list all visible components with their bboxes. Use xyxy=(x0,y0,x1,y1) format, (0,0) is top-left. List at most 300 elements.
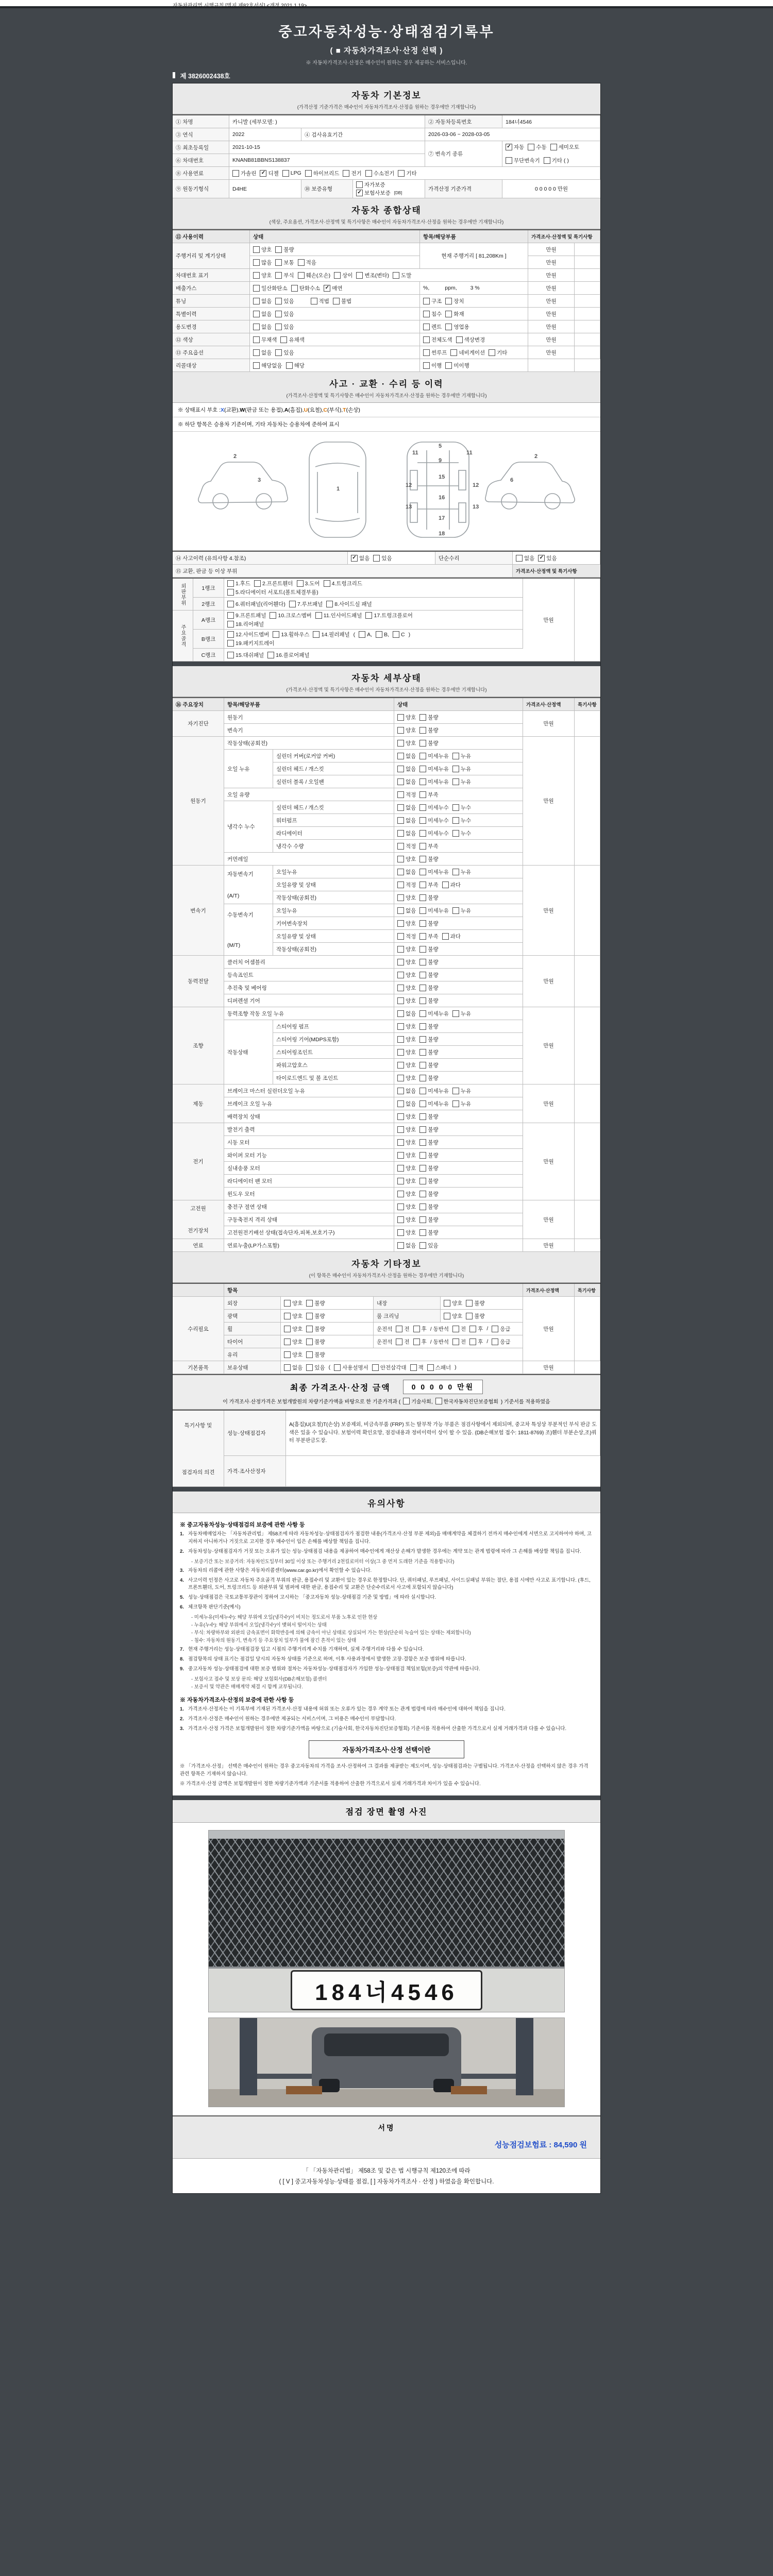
checkbox-box-icon[interactable] xyxy=(397,946,404,953)
checkbox-10.크로스멤버[interactable] xyxy=(270,612,311,619)
checkbox-box-icon[interactable] xyxy=(423,336,430,343)
checkbox-미세누유[interactable] xyxy=(419,765,449,773)
checkbox-불량[interactable] xyxy=(419,1023,438,1030)
checkbox-불량[interactable] xyxy=(419,971,438,979)
checkbox-불량[interactable] xyxy=(419,1229,438,1236)
checkbox-상이[interactable] xyxy=(334,272,352,279)
checkbox-box-icon[interactable] xyxy=(306,1326,313,1332)
checkbox-양호[interactable] xyxy=(397,894,416,902)
checkbox-유채색[interactable] xyxy=(280,336,304,344)
checkbox-box-icon[interactable] xyxy=(445,311,452,317)
checkbox-15.대쉬패널[interactable] xyxy=(227,651,264,659)
checkbox-해당[interactable] xyxy=(286,362,305,369)
checkbox-누유[interactable] xyxy=(452,778,471,786)
checkbox-누수[interactable] xyxy=(452,804,471,811)
checkbox-box-icon[interactable] xyxy=(393,631,399,638)
checkbox-box-icon[interactable] xyxy=(397,907,404,914)
checkbox-불량[interactable] xyxy=(466,1312,484,1320)
checkbox-없음[interactable] xyxy=(397,907,416,914)
checkbox-box-icon[interactable] xyxy=(227,621,234,628)
checkbox-양호[interactable] xyxy=(397,971,416,979)
checkbox-box-icon[interactable] xyxy=(452,1010,459,1017)
checkbox-box-icon[interactable] xyxy=(419,933,426,940)
checkbox-썬루프[interactable] xyxy=(423,349,447,357)
checkbox-양호[interactable] xyxy=(397,1203,416,1211)
checkbox-보통[interactable] xyxy=(275,259,294,266)
checkbox-양호[interactable] xyxy=(397,920,416,927)
checkbox-12.사이드멤버[interactable] xyxy=(227,631,269,638)
checkbox-하이브리드[interactable] xyxy=(305,170,340,177)
checkbox-양호[interactable] xyxy=(397,726,416,734)
checkbox-자가보증[interactable] xyxy=(356,181,385,189)
checkbox-없음[interactable] xyxy=(397,804,416,811)
checkbox-box-icon[interactable] xyxy=(419,1062,426,1069)
checkbox-불량[interactable] xyxy=(419,1036,438,1043)
checkbox-자동[interactable] xyxy=(506,143,524,151)
checkbox-box-icon[interactable] xyxy=(452,766,459,772)
checkbox-4.트렁크리드[interactable] xyxy=(324,580,362,587)
checkbox-box-icon[interactable] xyxy=(419,959,426,965)
checkbox-box-icon[interactable] xyxy=(253,349,260,356)
checkbox-box-icon[interactable] xyxy=(227,601,234,607)
checkbox-전[interactable] xyxy=(396,1325,409,1333)
checkbox-매연[interactable] xyxy=(324,284,342,292)
checkbox-LPG[interactable] xyxy=(282,170,301,177)
checkbox-box-icon[interactable] xyxy=(544,157,550,164)
checkbox-box-icon[interactable] xyxy=(452,778,459,785)
checkbox-box-icon[interactable] xyxy=(334,1364,341,1371)
checkbox-양호[interactable] xyxy=(397,1074,416,1082)
checkbox-적정[interactable] xyxy=(397,791,416,799)
checkbox-box-icon[interactable] xyxy=(419,882,426,888)
checkbox-box-icon[interactable] xyxy=(419,1191,426,1197)
checkbox-box-icon[interactable] xyxy=(397,1165,404,1172)
checkbox-화재[interactable] xyxy=(445,310,464,318)
checkbox-불량[interactable] xyxy=(419,1177,438,1185)
checkbox-불량[interactable] xyxy=(306,1299,325,1307)
checkbox-없음[interactable] xyxy=(253,310,272,318)
checkbox-box-icon[interactable] xyxy=(413,1338,420,1345)
checkbox-없음[interactable] xyxy=(253,323,272,331)
checkbox-box-icon[interactable] xyxy=(397,985,404,991)
checkbox-box-icon[interactable] xyxy=(275,272,282,279)
checkbox-11.인사이드패널[interactable] xyxy=(315,612,362,619)
checkbox-box-icon[interactable] xyxy=(445,298,452,304)
checkbox-box-icon[interactable] xyxy=(419,1216,426,1223)
checkbox-양호[interactable] xyxy=(397,945,416,953)
checkbox-box-icon[interactable] xyxy=(275,324,282,330)
checkbox-box-icon[interactable] xyxy=(397,1229,404,1236)
checkbox-box-icon[interactable] xyxy=(393,272,399,279)
checkbox-box-icon[interactable] xyxy=(397,1191,404,1197)
checkbox-미세누유[interactable] xyxy=(419,868,449,876)
checkbox-box-icon[interactable] xyxy=(376,631,382,638)
checkbox-box-icon[interactable] xyxy=(419,920,426,927)
checkbox-양호[interactable] xyxy=(284,1325,303,1333)
checkbox-box-icon[interactable] xyxy=(397,766,404,772)
checkbox-box-icon[interactable] xyxy=(306,1338,313,1345)
checkbox-box-icon[interactable] xyxy=(419,1152,426,1159)
checkbox-있음[interactable] xyxy=(419,1242,438,1249)
checkbox-box-icon[interactable]: ✓ xyxy=(506,144,512,150)
checkbox-이행[interactable] xyxy=(423,362,442,369)
checkbox-box-icon[interactable] xyxy=(442,882,449,888)
checkbox-box-icon[interactable] xyxy=(452,1338,459,1345)
checkbox-없음[interactable] xyxy=(397,1010,416,1018)
checkbox-17.트렁크플로어[interactable] xyxy=(365,612,412,619)
checkbox-무채색[interactable] xyxy=(253,336,277,344)
checkbox-box-icon[interactable] xyxy=(397,1216,404,1223)
checkbox-box-icon[interactable] xyxy=(298,272,305,279)
checkbox-양호[interactable] xyxy=(397,1061,416,1069)
checkbox-box-icon[interactable] xyxy=(397,882,404,888)
checkbox-양호[interactable] xyxy=(397,1151,416,1159)
checkbox-많음[interactable] xyxy=(253,259,272,266)
checkbox-있음[interactable] xyxy=(538,554,557,562)
checkbox-box-icon[interactable] xyxy=(306,1351,313,1358)
checkbox-box-icon[interactable] xyxy=(419,1242,426,1249)
checkbox-있음[interactable] xyxy=(275,297,294,305)
checkbox-양호[interactable] xyxy=(397,1113,416,1121)
checkbox-box-icon[interactable] xyxy=(469,1326,476,1332)
checkbox-box-icon[interactable] xyxy=(284,1364,291,1371)
checkbox-일산화탄소[interactable] xyxy=(253,284,288,292)
checkbox-없음[interactable] xyxy=(397,1100,416,1108)
checkbox-미세누유[interactable] xyxy=(419,1010,449,1018)
checkbox-box-icon[interactable] xyxy=(413,1326,420,1332)
checkbox-양호[interactable] xyxy=(253,246,272,253)
checkbox-디젤[interactable] xyxy=(260,170,278,177)
checkbox-불량[interactable] xyxy=(419,855,438,863)
checkbox-box-icon[interactable] xyxy=(452,869,459,875)
checkbox-box-icon[interactable] xyxy=(419,1229,426,1236)
checkbox-box-icon[interactable] xyxy=(291,285,298,292)
checkbox-box-icon[interactable] xyxy=(423,311,430,317)
checkbox-해당없음[interactable] xyxy=(253,362,282,369)
checkbox-box-icon[interactable] xyxy=(419,972,426,978)
checkbox-box-icon[interactable] xyxy=(397,856,404,862)
checkbox-box-icon[interactable] xyxy=(397,804,404,811)
checkbox-box-icon[interactable] xyxy=(397,869,404,875)
checkbox-불량[interactable] xyxy=(306,1338,325,1346)
checkbox-box-icon[interactable] xyxy=(452,830,459,837)
checkbox-양호[interactable] xyxy=(397,714,416,721)
checkbox-색상변경[interactable] xyxy=(456,336,485,344)
checkbox-기타 ( )[interactable] xyxy=(544,157,569,164)
checkbox-미세누유[interactable] xyxy=(419,752,449,760)
checkbox-불량[interactable] xyxy=(419,1203,438,1211)
checkbox-있음[interactable] xyxy=(275,323,294,331)
checkbox-box-icon[interactable] xyxy=(275,298,282,304)
checkbox-가솔린[interactable] xyxy=(232,170,256,177)
checkbox-양호[interactable] xyxy=(397,1139,416,1146)
checkbox-box-icon[interactable] xyxy=(396,1338,402,1345)
checkbox-부족[interactable] xyxy=(419,791,438,799)
checkbox-box-icon[interactable] xyxy=(275,349,282,356)
checkbox-미세누유[interactable] xyxy=(419,1100,449,1108)
checkbox-box-icon[interactable] xyxy=(419,830,426,837)
checkbox-없음[interactable] xyxy=(397,817,416,824)
checkbox-box-icon[interactable] xyxy=(452,804,459,811)
checkbox-box-icon[interactable] xyxy=(397,1088,404,1094)
checkbox-사용설명서[interactable] xyxy=(334,1364,368,1371)
checkbox-9.프론트패널[interactable] xyxy=(227,612,266,619)
checkbox-box-icon[interactable] xyxy=(273,631,279,638)
checkbox-적정[interactable] xyxy=(397,881,416,889)
checkbox-부족[interactable] xyxy=(419,881,438,889)
checkbox-기타[interactable] xyxy=(398,170,416,177)
checkbox-box-icon[interactable]: ✓ xyxy=(538,555,545,562)
checkbox-후[interactable] xyxy=(469,1325,483,1333)
checkbox-box-icon[interactable] xyxy=(419,753,426,759)
checkbox-box-icon[interactable] xyxy=(397,740,404,747)
checkbox-box-icon[interactable] xyxy=(419,1178,426,1184)
checkbox-부식[interactable] xyxy=(275,272,294,279)
checkbox-box-icon[interactable] xyxy=(419,778,426,785)
checkbox-box-icon[interactable] xyxy=(419,869,426,875)
checkbox-없음[interactable] xyxy=(351,554,369,562)
checkbox-2.프론트휀더[interactable] xyxy=(254,580,293,587)
checkbox-없음[interactable] xyxy=(397,1087,416,1095)
checkbox-수소전기[interactable] xyxy=(365,170,395,177)
checkbox-box-icon[interactable] xyxy=(442,933,449,940)
checkbox-box-icon[interactable] xyxy=(397,1152,404,1159)
checkbox-box-icon[interactable] xyxy=(419,740,426,747)
checkbox-box-icon[interactable] xyxy=(282,170,289,177)
checkbox-무단변속기[interactable] xyxy=(506,157,540,164)
checkbox-양호[interactable] xyxy=(397,1229,416,1236)
checkbox-누유[interactable] xyxy=(452,765,471,773)
checkbox-box-icon[interactable] xyxy=(275,311,282,317)
checkbox-불량[interactable] xyxy=(419,958,438,966)
checkbox-양호[interactable] xyxy=(397,984,416,992)
checkbox-불량[interactable] xyxy=(306,1312,325,1320)
checkbox-box-icon[interactable] xyxy=(253,324,260,330)
checkbox-box-icon[interactable]: ✓ xyxy=(351,555,358,562)
checkbox-box-icon[interactable] xyxy=(466,1313,473,1319)
checkbox-box-icon[interactable] xyxy=(397,933,404,940)
checkbox-box-icon[interactable] xyxy=(403,1398,410,1404)
checkbox-box-icon[interactable] xyxy=(254,580,261,587)
checkbox-box-icon[interactable] xyxy=(452,753,459,759)
checkbox-box-icon[interactable] xyxy=(284,1326,291,1332)
checkbox-box-icon[interactable] xyxy=(315,612,322,619)
checkbox-box-icon[interactable] xyxy=(365,170,372,177)
checkbox-7.루브패널[interactable] xyxy=(289,600,323,608)
checkbox-B,[interactable] xyxy=(376,631,389,638)
checkbox-양호[interactable] xyxy=(397,1164,416,1172)
checkbox-과다[interactable] xyxy=(442,881,461,889)
checkbox-box-icon[interactable] xyxy=(253,285,260,292)
checkbox-불량[interactable] xyxy=(419,920,438,927)
checkbox-box-icon[interactable] xyxy=(397,894,404,901)
checkbox-없음[interactable] xyxy=(397,778,416,786)
checkbox-불량[interactable] xyxy=(275,246,294,253)
checkbox-box-icon[interactable] xyxy=(275,246,282,253)
checkbox-box-icon[interactable] xyxy=(550,144,557,150)
checkbox-box-icon[interactable] xyxy=(435,1398,442,1404)
checkbox-box-icon[interactable] xyxy=(305,170,312,177)
checkbox-box-icon[interactable] xyxy=(410,1364,417,1371)
checkbox-없음[interactable] xyxy=(397,752,416,760)
checkbox-영업용[interactable] xyxy=(445,323,469,331)
checkbox-불량[interactable] xyxy=(419,945,438,953)
checkbox-없음[interactable] xyxy=(516,554,534,562)
checkbox-불량[interactable] xyxy=(306,1325,325,1333)
checkbox-box-icon[interactable] xyxy=(397,997,404,1004)
checkbox-13.휠하우스[interactable] xyxy=(273,631,309,638)
checkbox-box-icon[interactable] xyxy=(397,1100,404,1107)
checkbox-box-icon[interactable] xyxy=(423,349,430,356)
checkbox-box-icon[interactable] xyxy=(419,1126,426,1133)
checkbox-미세누수[interactable] xyxy=(419,829,449,837)
checkbox-양호[interactable] xyxy=(444,1312,462,1320)
checkbox-box-icon[interactable] xyxy=(452,1100,459,1107)
checkbox-box-icon[interactable] xyxy=(397,920,404,927)
checkbox-18.리어패널[interactable] xyxy=(227,620,264,628)
checkbox-불량[interactable] xyxy=(466,1299,484,1307)
checkbox-기타[interactable] xyxy=(489,349,507,357)
checkbox-box-icon[interactable] xyxy=(284,1351,291,1358)
checkbox-box-icon[interactable] xyxy=(280,336,287,343)
checkbox-box-icon[interactable] xyxy=(445,362,452,369)
checkbox-box-icon[interactable] xyxy=(397,1062,404,1069)
checkbox-양호[interactable] xyxy=(397,1177,416,1185)
checkbox-box-icon[interactable] xyxy=(397,778,404,785)
checkbox-box-icon[interactable] xyxy=(373,555,380,562)
checkbox-box-icon[interactable] xyxy=(227,640,234,647)
checkbox-box-icon[interactable] xyxy=(365,612,372,619)
checkbox-box-icon[interactable] xyxy=(419,907,426,914)
checkbox-box-icon[interactable] xyxy=(306,1364,313,1371)
checkbox-box-icon[interactable] xyxy=(419,817,426,824)
checkbox-양호[interactable] xyxy=(284,1338,303,1346)
checkbox-장치[interactable] xyxy=(445,297,464,305)
checkbox-응급[interactable] xyxy=(492,1325,510,1333)
checkbox-box-icon[interactable] xyxy=(311,298,317,304)
checkbox-불량[interactable] xyxy=(419,714,438,721)
checkbox-전[interactable] xyxy=(452,1338,466,1346)
checkbox-box-icon[interactable] xyxy=(419,1023,426,1030)
checkbox-과다[interactable] xyxy=(442,933,461,940)
checkbox-미이행[interactable] xyxy=(445,362,469,369)
checkbox-box-icon[interactable] xyxy=(456,336,463,343)
checkbox-box-icon[interactable]: ✓ xyxy=(260,170,266,177)
checkbox-후[interactable] xyxy=(413,1325,427,1333)
checkbox-전[interactable] xyxy=(396,1338,409,1346)
checkbox-보험사보증[interactable] xyxy=(356,189,391,197)
checkbox-box-icon[interactable] xyxy=(397,1126,404,1133)
checkbox-불량[interactable] xyxy=(419,1126,438,1133)
checkbox-세미오토[interactable] xyxy=(550,143,580,151)
checkbox-box-icon[interactable] xyxy=(419,714,426,721)
checkbox-box-icon[interactable] xyxy=(397,1204,404,1210)
checkbox-양호[interactable] xyxy=(397,1023,416,1030)
checkbox-누수[interactable] xyxy=(452,817,471,824)
checkbox-box-icon[interactable] xyxy=(253,362,260,369)
checkbox-기술사회,[interactable] xyxy=(403,1397,432,1405)
checkbox-16.플로어패널[interactable] xyxy=(267,651,309,659)
checkbox-C[interactable] xyxy=(393,631,405,638)
checkbox-box-icon[interactable] xyxy=(326,601,333,607)
checkbox-box-icon[interactable] xyxy=(359,631,365,638)
checkbox-box-icon[interactable] xyxy=(452,817,459,824)
checkbox-box-icon[interactable] xyxy=(306,1300,313,1307)
checkbox-누유[interactable] xyxy=(452,907,471,914)
checkbox-box-icon[interactable] xyxy=(253,272,260,279)
checkbox-box-icon[interactable] xyxy=(289,601,296,607)
checkbox-box-icon[interactable] xyxy=(397,1178,404,1184)
checkbox-양호[interactable] xyxy=(397,1216,416,1224)
checkbox-box-icon[interactable] xyxy=(419,804,426,811)
checkbox-box-icon[interactable] xyxy=(445,324,452,330)
checkbox-box-icon[interactable] xyxy=(334,272,341,279)
checkbox-box-icon[interactable] xyxy=(227,589,234,596)
checkbox-box-icon[interactable] xyxy=(397,959,404,965)
checkbox-3.도어[interactable] xyxy=(297,580,320,587)
checkbox-box-icon[interactable] xyxy=(270,612,276,619)
checkbox-불량[interactable] xyxy=(419,1151,438,1159)
checkbox-box-icon[interactable] xyxy=(452,907,459,914)
checkbox-없음[interactable] xyxy=(253,297,272,305)
checkbox-box-icon[interactable] xyxy=(419,856,426,862)
checkbox-box-icon[interactable] xyxy=(419,843,426,850)
checkbox-변조(변타)[interactable] xyxy=(356,272,389,279)
checkbox-box-icon[interactable] xyxy=(419,727,426,734)
checkbox-box-icon[interactable] xyxy=(398,170,405,177)
checkbox-불량[interactable] xyxy=(419,984,438,992)
checkbox-불량[interactable] xyxy=(419,726,438,734)
checkbox-box-icon[interactable] xyxy=(427,1364,434,1371)
checkbox-box-icon[interactable] xyxy=(227,580,234,587)
checkbox-전체도색[interactable] xyxy=(423,336,452,344)
checkbox-8.사이드실 패널[interactable] xyxy=(326,600,372,608)
checkbox-누유[interactable] xyxy=(452,752,471,760)
checkbox-전기[interactable] xyxy=(343,170,361,177)
checkbox-누유[interactable] xyxy=(452,1087,471,1095)
checkbox-불량[interactable] xyxy=(419,1048,438,1056)
checkbox-box-icon[interactable] xyxy=(397,843,404,850)
checkbox-box-icon[interactable] xyxy=(423,362,430,369)
checkbox-누수[interactable] xyxy=(452,829,471,837)
checkbox-box-icon[interactable] xyxy=(419,1036,426,1043)
checkbox-box-icon[interactable] xyxy=(419,1165,426,1172)
checkbox-box-icon[interactable] xyxy=(253,336,260,343)
checkbox-양호[interactable] xyxy=(253,272,272,279)
checkbox-box-icon[interactable] xyxy=(419,894,426,901)
checkbox-box-icon[interactable] xyxy=(444,1313,450,1319)
checkbox-box-icon[interactable] xyxy=(452,1088,459,1094)
checkbox-box-icon[interactable] xyxy=(227,652,234,658)
checkbox-box-icon[interactable] xyxy=(397,1242,404,1249)
checkbox-box-icon[interactable] xyxy=(444,1300,450,1307)
checkbox-box-icon[interactable] xyxy=(297,580,304,587)
checkbox-box-icon[interactable] xyxy=(284,1313,291,1319)
checkbox-box-icon[interactable] xyxy=(419,791,426,798)
checkbox-후[interactable] xyxy=(413,1338,427,1346)
checkbox-미세누유[interactable] xyxy=(419,907,449,914)
checkbox-19.패키지트레이[interactable] xyxy=(227,639,274,647)
checkbox-후[interactable] xyxy=(469,1338,483,1346)
checkbox-box-icon[interactable] xyxy=(324,580,330,587)
checkbox-양호[interactable] xyxy=(397,855,416,863)
checkbox-box-icon[interactable] xyxy=(528,144,534,150)
checkbox-있음[interactable] xyxy=(275,349,294,357)
checkbox-box-icon[interactable] xyxy=(423,324,430,330)
checkbox-적정[interactable] xyxy=(397,842,416,850)
checkbox-box-icon[interactable] xyxy=(313,631,320,638)
checkbox-box-icon[interactable] xyxy=(419,766,426,772)
